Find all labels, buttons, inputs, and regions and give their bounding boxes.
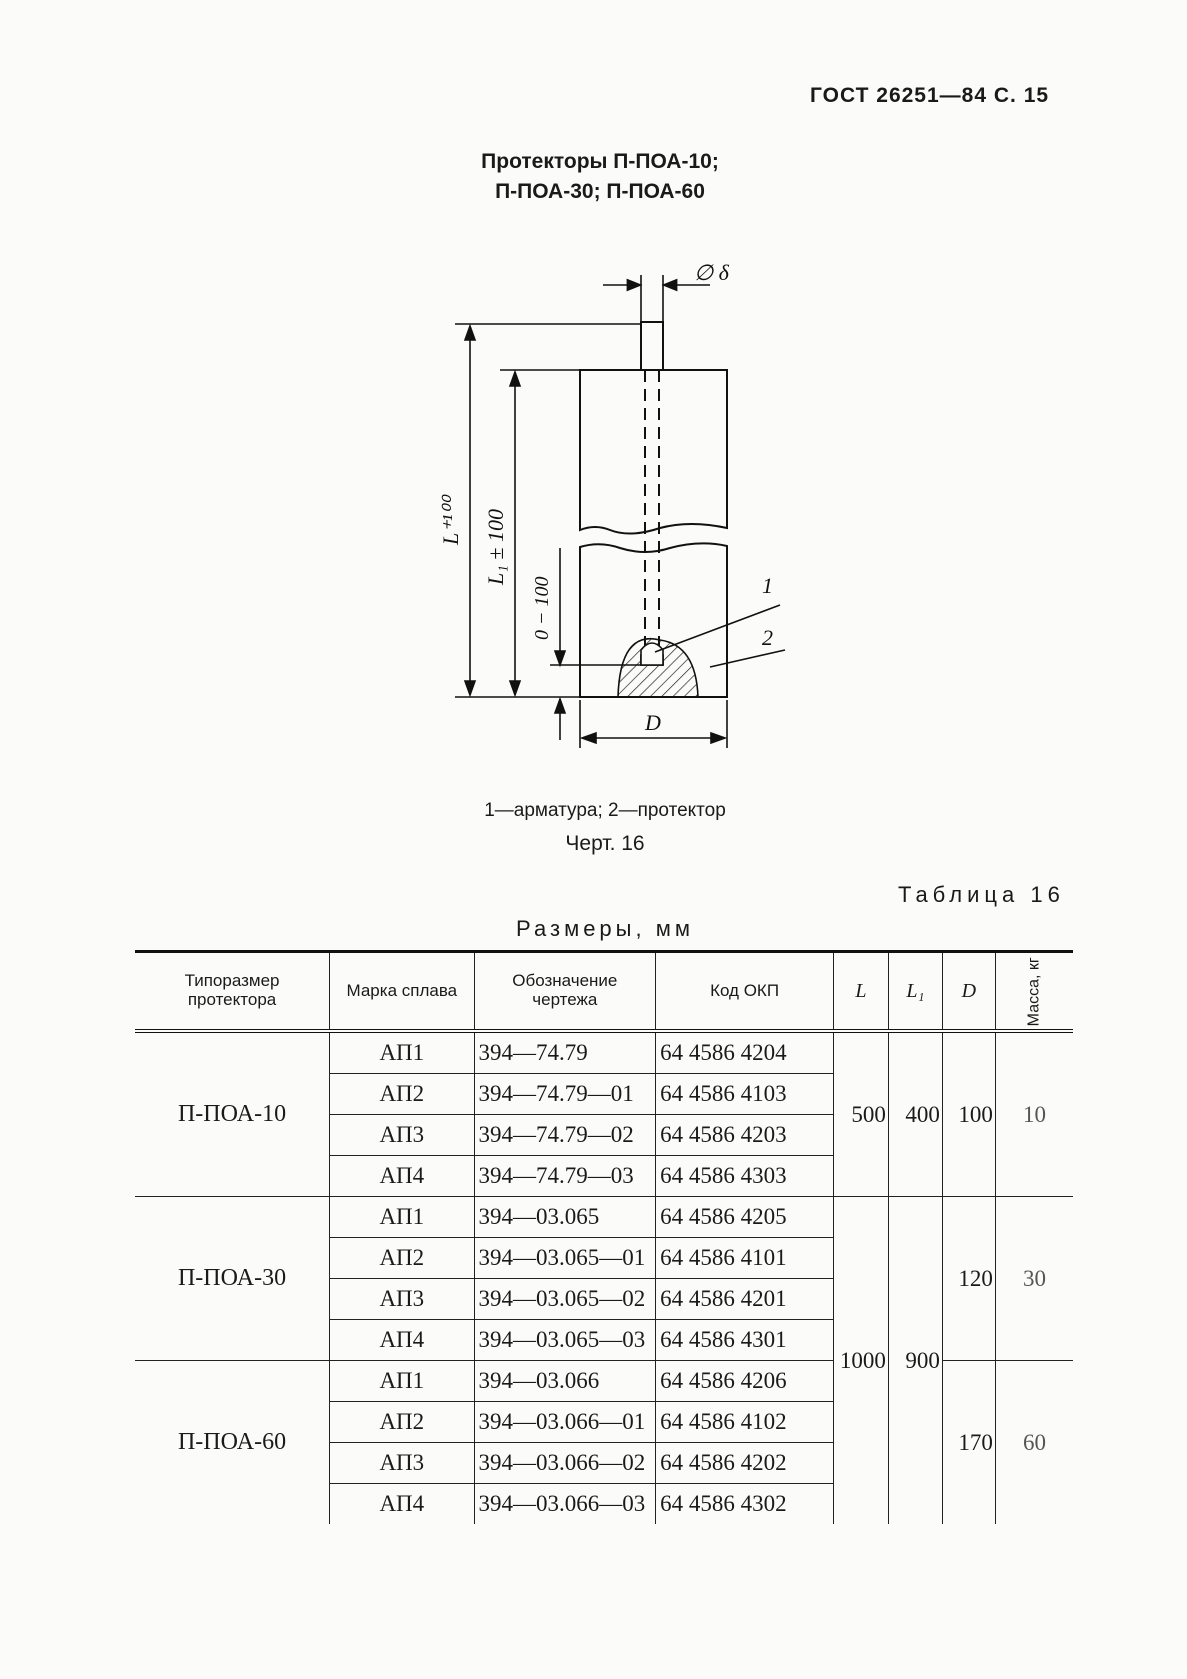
drawing-cell: 394—03.065—02 xyxy=(474,1279,656,1320)
alloy-cell: АП3 xyxy=(330,1279,474,1320)
drawing-cell: 394—03.065 xyxy=(474,1197,656,1238)
table-caption: Размеры, мм xyxy=(516,916,694,941)
okp-cell: 64 4586 4202 xyxy=(656,1443,834,1484)
drawing-cell: 394—03.066—03 xyxy=(474,1484,656,1525)
mass-cell: 10 xyxy=(995,1031,1073,1197)
alloy-cell: АП4 xyxy=(330,1484,474,1525)
figure-legend: 1—арматура; 2—протектор xyxy=(484,800,726,821)
header-L: L xyxy=(834,952,889,1032)
okp-cell: 64 4586 4203 xyxy=(656,1115,834,1156)
title-line-2: П-ПОА-30; П-ПОА-60 xyxy=(495,180,705,203)
okp-cell: 64 4586 4101 xyxy=(656,1238,834,1279)
alloy-cell: АП2 xyxy=(330,1238,474,1279)
dim-diameter-label: ∅ δ xyxy=(694,260,729,285)
type-cell: П-ПОА-10 xyxy=(135,1031,330,1197)
drawing-cell: 394—03.065—01 xyxy=(474,1238,656,1279)
rod-top xyxy=(641,322,663,370)
okp-cell: 64 4586 4302 xyxy=(656,1484,834,1525)
header-D: D xyxy=(942,952,995,1032)
okp-cell: 64 4586 4102 xyxy=(656,1402,834,1443)
alloy-cell: АП4 xyxy=(330,1156,474,1197)
L1-cell: 900 xyxy=(888,1197,942,1525)
drawing-cell: 394—74.79 xyxy=(474,1031,656,1074)
callout-1: 1 xyxy=(762,573,773,598)
table-row xyxy=(135,1031,1073,1074)
alloy-cell: АП3 xyxy=(330,1443,474,1484)
table-row xyxy=(135,1197,1073,1238)
okp-cell: 64 4586 4301 xyxy=(656,1320,834,1361)
D-cell: 170 xyxy=(942,1361,995,1525)
D-cell: 120 xyxy=(942,1197,995,1361)
drawing-cell: 394—74.79—01 xyxy=(474,1074,656,1115)
dim-offset-label: 0 − 100 xyxy=(531,576,553,640)
mass-cell: 60 xyxy=(995,1361,1073,1525)
L-cell: 1000 xyxy=(834,1197,889,1525)
dim-L1-label: L₁ ± 100 xyxy=(483,509,508,585)
page-header: ГОСТ 26251—84 С. 15 xyxy=(810,84,1050,107)
drawing-cell: 394—03.066—02 xyxy=(474,1443,656,1484)
alloy-cell: АП2 xyxy=(330,1402,474,1443)
okp-cell: 64 4586 4204 xyxy=(656,1031,834,1074)
dimensions-table xyxy=(135,950,1073,1524)
drawing-cell: 394—03.066 xyxy=(474,1361,656,1402)
drawing-cell: 394—74.79—03 xyxy=(474,1156,656,1197)
D-cell: 100 xyxy=(942,1031,995,1197)
body-upper xyxy=(580,370,727,534)
alloy-cell: АП2 xyxy=(330,1074,474,1115)
figure-label: Черт. 16 xyxy=(565,832,645,855)
alloy-cell: АП1 xyxy=(330,1361,474,1402)
dim-D-label: D xyxy=(645,710,661,735)
okp-cell: 64 4586 4303 xyxy=(656,1156,834,1197)
header-type: Типоразмер протектора xyxy=(135,952,330,1032)
header-mass: Масса, кг xyxy=(995,952,1073,1032)
alloy-cell: АП3 xyxy=(330,1115,474,1156)
alloy-cell: АП1 xyxy=(330,1031,474,1074)
okp-cell: 64 4586 4201 xyxy=(656,1279,834,1320)
drawing-cell: 394—74.79—02 xyxy=(474,1115,656,1156)
table-label: Таблица 16 xyxy=(898,882,1065,907)
okp-cell: 64 4586 4205 xyxy=(656,1197,834,1238)
alloy-cell: АП1 xyxy=(330,1197,474,1238)
dim-L-label: L⁺¹⁰⁰ xyxy=(438,496,463,545)
okp-cell: 64 4586 4103 xyxy=(656,1074,834,1115)
L-cell: 500 xyxy=(834,1031,889,1197)
protector-drawing xyxy=(0,0,1187,800)
L1-cell: 400 xyxy=(888,1031,942,1197)
drawing-cell: 394—03.066—01 xyxy=(474,1402,656,1443)
header-L1: L₁ xyxy=(888,952,942,1032)
callout-2: 2 xyxy=(762,625,773,650)
header-okp: Код ОКП xyxy=(656,952,834,1032)
type-cell: П-ПОА-60 xyxy=(177,1429,287,1455)
header-alloy: Марка сплава xyxy=(330,952,474,1032)
okp-cell: 64 4586 4206 xyxy=(656,1361,834,1402)
type-cell: П-ПОА-30 xyxy=(135,1197,330,1361)
title-line-1: Протекторы П-ПОА-10; xyxy=(481,150,719,173)
table-header-row xyxy=(135,952,1073,1032)
drawing-cell: 394—03.065—03 xyxy=(474,1320,656,1361)
mass-cell: 30 xyxy=(995,1197,1073,1361)
alloy-cell: АП4 xyxy=(330,1320,474,1361)
header-drawing: Обозначение чертежа xyxy=(474,952,656,1032)
